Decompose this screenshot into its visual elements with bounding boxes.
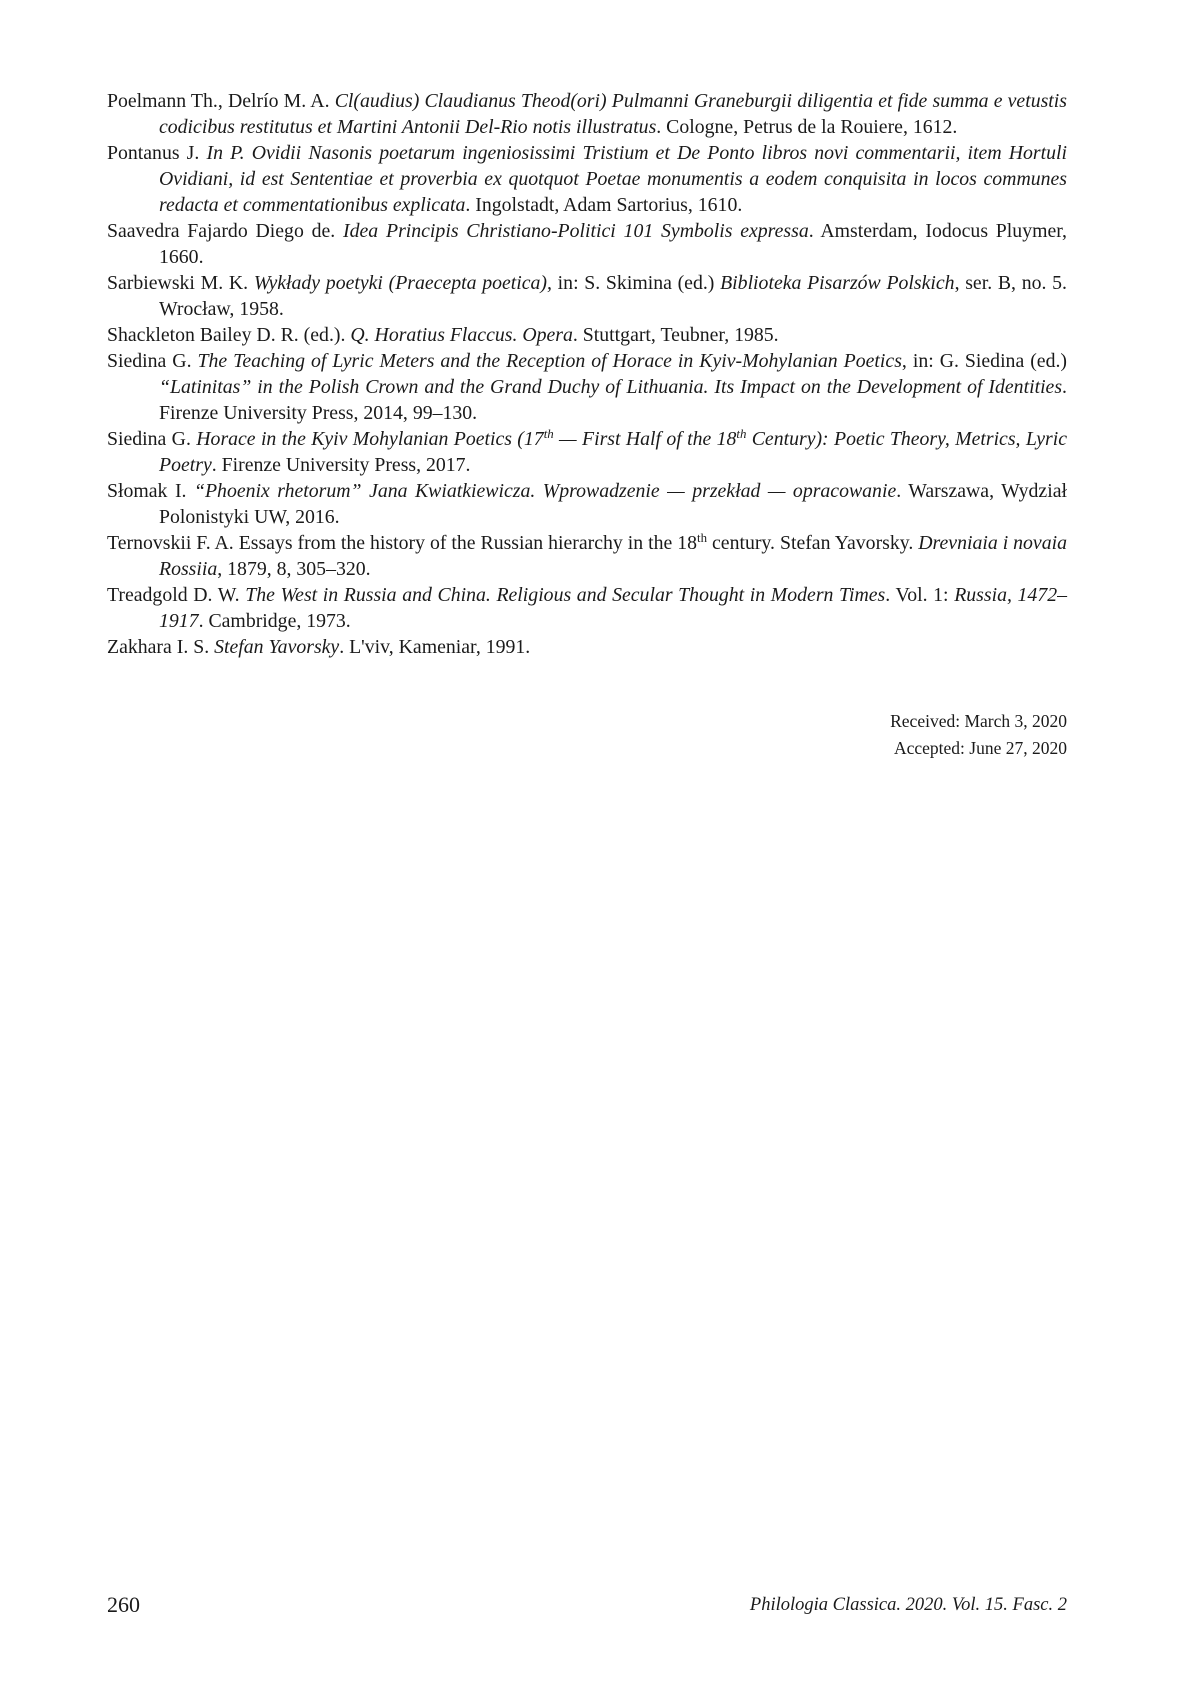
reference-title-text: In P. Ovidii Nasonis poetarum ingeniosissimi Tristium et De Ponto libros novi commentarii, item Hortuli Ovidiani, id est Sententiae et proverbia ex quotquot Poetae monumentis a eodem conquisita in locos communes redacta et commentationibus explicata: [159, 142, 1067, 216]
reference-title-text: “Latinitas” in the Polish Crown and the Grand Duchy of Lithuania. Its Impact on the Development of Identities: [159, 376, 1063, 398]
reference-text: Ternovskii F. A. Essays from the history of the Russian hierarchy in the 18: [107, 532, 698, 554]
reference-title-text: Century): Poetic Theory, Metrics, Lyric Poetry: [159, 428, 1067, 476]
reference-text: Sarbiewski M. K.: [107, 272, 254, 294]
reference-text: . Cologne, Petrus de la Rouiere, 1612.: [656, 116, 958, 138]
reference-title-text: Drevniaia i novaia Rossiia: [159, 532, 1067, 580]
submission-dates: [890, 708, 1067, 762]
reference-title-text: Wykłady poetyki (Praecepta poetica),: [253, 272, 552, 294]
reference-text: Pontanus J.: [107, 142, 207, 164]
reference-entry: [107, 140, 1067, 218]
received-date: Received: March 3, 2020: [890, 711, 1067, 731]
reference-title-text: Q. Horatius Flaccus. Opera: [350, 324, 573, 346]
reference-text: Saavedra Fajardo Diego de.: [107, 220, 344, 242]
reference-title-text: th: [736, 426, 747, 441]
reference-entry: [107, 88, 1067, 140]
reference-text: Shackleton Bailey D. R. (ed.).: [107, 324, 351, 346]
reference-text: Siedina G.: [107, 428, 197, 450]
reference-text: . Warszawa, Wydział Polonistyki UW, 2016.: [159, 480, 1067, 528]
accepted-date: Accepted: June 27, 2020: [893, 738, 1067, 758]
reference-text: Słomak I.: [107, 480, 194, 502]
reference-text: . Ingolstadt, Adam Sartorius, 1610.: [465, 194, 743, 216]
reference-title-text: Cl(audius) Claudianus Theod(ori) Pulmanni Graneburgii diligentia et fide summa e vetustis codicibus restitutus et Martini Antonii Del-Rio notis illustratus: [159, 90, 1067, 138]
reference-text: Treadgold D. W.: [107, 584, 246, 606]
reference-text: Siedina G.: [107, 350, 198, 372]
reference-text: in: S. Skimina (ed.): [551, 272, 721, 294]
reference-entry: [107, 270, 1067, 322]
reference-entry: [107, 634, 1067, 660]
reference-title-text: Idea Principis Christiano-Politici 101 Symbolis expressa: [343, 220, 809, 242]
reference-text: , ser. B, no. 5. Wrocław, 1958.: [159, 272, 1067, 320]
reference-text: . Firenze University Press, 2014, 99–130.: [159, 376, 1067, 424]
reference-entry: [107, 582, 1067, 634]
reference-entry: [107, 218, 1067, 270]
reference-entry: [107, 322, 1067, 348]
reference-text: . Firenze University Press, 2017.: [211, 454, 471, 476]
reference-text: . Vol. 1:: [885, 584, 955, 606]
reference-title-text: “Phoenix rhetorum” Jana Kwiatkiewicza. Wprowadzenie — przekład — opracowanie: [193, 480, 897, 502]
reference-text: , in: G. Siedina (ed.): [901, 350, 1067, 372]
reference-list: [107, 88, 1067, 660]
reference-title-text: — First Half of the 18: [553, 428, 737, 450]
reference-text: Zakhara I. S.: [107, 636, 215, 658]
reference-text: . L'viv, Kameniar, 1991.: [339, 636, 531, 658]
reference-title-text: Biblioteka Pisarzów Polskich: [720, 272, 955, 294]
reference-text: . Amsterdam, Iodocus Pluymer, 1660.: [159, 220, 1067, 268]
reference-text: , 1879, 8, 305–320.: [217, 558, 371, 580]
reference-title-text: th: [543, 426, 554, 441]
reference-text: Poelmann Th., Delrío M. A.: [107, 90, 335, 112]
reference-text: . Cambridge, 1973.: [198, 610, 351, 632]
reference-text: th: [697, 530, 708, 545]
reference-text: . Stuttgart, Teubner, 1985.: [572, 324, 779, 346]
reference-title-text: Russia, 1472–1917: [159, 584, 1067, 632]
reference-entry: [107, 348, 1067, 426]
reference-entry: [107, 426, 1067, 478]
reference-entry: [107, 478, 1067, 530]
reference-entry: [107, 530, 1067, 582]
reference-title-text: The Teaching of Lyric Meters and the Reception of Horace in Kyiv-Mohylanian Poetics: [197, 350, 902, 372]
reference-title-text: The West in Russia and China. Religious and Secular Thought in Modern Times: [245, 584, 886, 606]
reference-title-text: Horace in the Kyiv Mohylanian Poetics (17: [196, 428, 544, 450]
page-number: 260: [107, 1592, 140, 1617]
reference-text: century. Stefan Yavorsky.: [707, 532, 919, 554]
journal-citation: Philologia Classica. 2020. Vol. 15. Fasc. 2: [749, 1595, 1067, 1615]
reference-title-text: Stefan Yavorsky: [214, 636, 340, 658]
